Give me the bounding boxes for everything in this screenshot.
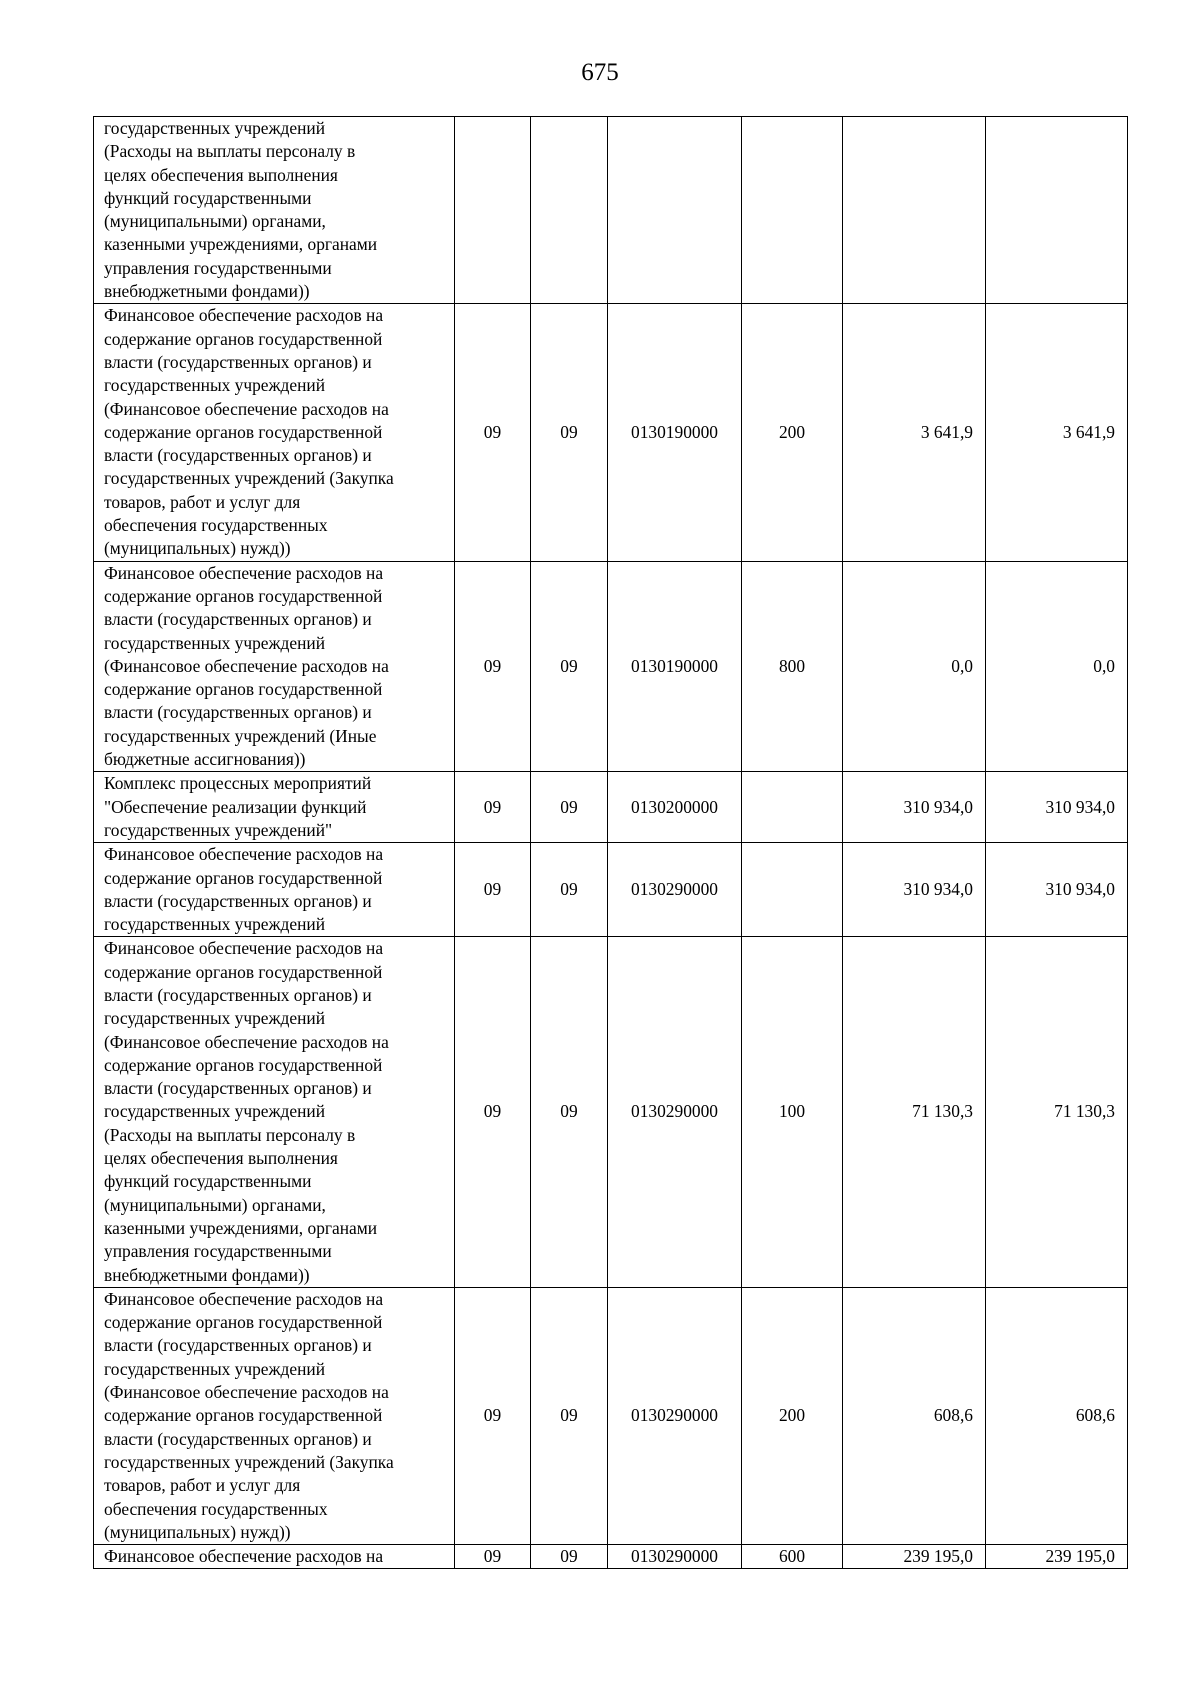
- amount-2: 608,6: [986, 1287, 1128, 1544]
- target-article-code: 0130290000: [608, 937, 742, 1287]
- expense-type-code: [742, 843, 843, 937]
- table-row: [94, 937, 1128, 1287]
- table-row: [94, 772, 1128, 843]
- section-code: 09: [455, 1545, 531, 1569]
- section-code: 09: [455, 304, 531, 561]
- target-article-code: 0130290000: [608, 1545, 742, 1569]
- expense-name: Финансовое обеспечение расходов на содержание органов государственной власти (государственных органов) и государственных учреждений (Финансовое обеспечение расходов на содержание органов государственной власти (государственных органов) и государственных учреждений (Расходы на выплаты персоналу в целях обеспечения выполнения функций государственными (муниципальными) органами, казенными учреждениями, органами управления государственными внебюджетными фондами)): [94, 937, 455, 1287]
- target-article-code: 0130190000: [608, 561, 742, 772]
- amount-1: [843, 117, 986, 304]
- subsection-code: 09: [531, 1287, 608, 1544]
- section-code: 09: [455, 937, 531, 1287]
- expense-name: Финансовое обеспечение расходов на содержание органов государственной власти (государственных органов) и государственных учреждений (Финансовое обеспечение расходов на содержание органов государственной власти (государственных органов) и государственных учреждений (Закупка товаров, работ и услуг для обеспечения государственных (муниципальных) нужд)): [94, 304, 455, 561]
- table-row: [94, 843, 1128, 937]
- target-article-code: 0130190000: [608, 304, 742, 561]
- expense-name: Финансовое обеспечение расходов на: [94, 1545, 455, 1569]
- amount-1: 310 934,0: [843, 843, 986, 937]
- section-code: 09: [455, 843, 531, 937]
- budget-table: [93, 116, 1128, 1569]
- target-article-code: 0130200000: [608, 772, 742, 843]
- subsection-code: 09: [531, 772, 608, 843]
- amount-2: 239 195,0: [986, 1545, 1128, 1569]
- expense-name: Финансовое обеспечение расходов на содержание органов государственной власти (государственных органов) и государственных учреждений: [94, 843, 455, 937]
- table-row: [94, 117, 1128, 304]
- target-article-code: 0130290000: [608, 843, 742, 937]
- amount-2: 71 130,3: [986, 937, 1128, 1287]
- table-row: [94, 1545, 1128, 1569]
- expense-type-code: 800: [742, 561, 843, 772]
- subsection-code: 09: [531, 561, 608, 772]
- amount-1: 71 130,3: [843, 937, 986, 1287]
- table-row: [94, 561, 1128, 772]
- expense-name: государственных учреждений (Расходы на выплаты персоналу в целях обеспечения выполнения функций государственными (муниципальными) органами, казенными учреждениями, органами управления государственными внебюджетными фондами)): [94, 117, 455, 304]
- expense-type-code: 600: [742, 1545, 843, 1569]
- amount-2: 310 934,0: [986, 772, 1128, 843]
- amount-1: 3 641,9: [843, 304, 986, 561]
- amount-1: 608,6: [843, 1287, 986, 1544]
- expense-name: Финансовое обеспечение расходов на содержание органов государственной власти (государственных органов) и государственных учреждений (Финансовое обеспечение расходов на содержание органов государственной власти (государственных органов) и государственных учреждений (Закупка товаров, работ и услуг для обеспечения государственных (муниципальных) нужд)): [94, 1287, 455, 1544]
- section-code: 09: [455, 561, 531, 772]
- expense-type-code: 200: [742, 1287, 843, 1544]
- page-number: 675: [581, 59, 619, 86]
- target-article-code: 0130290000: [608, 1287, 742, 1544]
- amount-1: 239 195,0: [843, 1545, 986, 1569]
- subsection-code: [531, 117, 608, 304]
- expense-name: Финансовое обеспечение расходов на содержание органов государственной власти (государственных органов) и государственных учреждений (Финансовое обеспечение расходов на содержание органов государственной власти (государственных органов) и государственных учреждений (Иные бюджетные ассигнования)): [94, 561, 455, 772]
- subsection-code: 09: [531, 1545, 608, 1569]
- amount-2: 0,0: [986, 561, 1128, 772]
- section-code: 09: [455, 772, 531, 843]
- subsection-code: 09: [531, 937, 608, 1287]
- amount-2: [986, 117, 1128, 304]
- amount-2: 3 641,9: [986, 304, 1128, 561]
- expense-type-code: [742, 772, 843, 843]
- expense-type-code: [742, 117, 843, 304]
- section-code: 09: [455, 1287, 531, 1544]
- amount-2: 310 934,0: [986, 843, 1128, 937]
- amount-1: 310 934,0: [843, 772, 986, 843]
- section-code: [455, 117, 531, 304]
- table-row: [94, 1287, 1128, 1544]
- subsection-code: 09: [531, 304, 608, 561]
- expense-name: Комплекс процессных мероприятий "Обеспечение реализации функций государственных учреждений": [94, 772, 455, 843]
- amount-1: 0,0: [843, 561, 986, 772]
- expense-type-code: 100: [742, 937, 843, 1287]
- subsection-code: 09: [531, 843, 608, 937]
- expense-type-code: 200: [742, 304, 843, 561]
- target-article-code: [608, 117, 742, 304]
- table-row: [94, 304, 1128, 561]
